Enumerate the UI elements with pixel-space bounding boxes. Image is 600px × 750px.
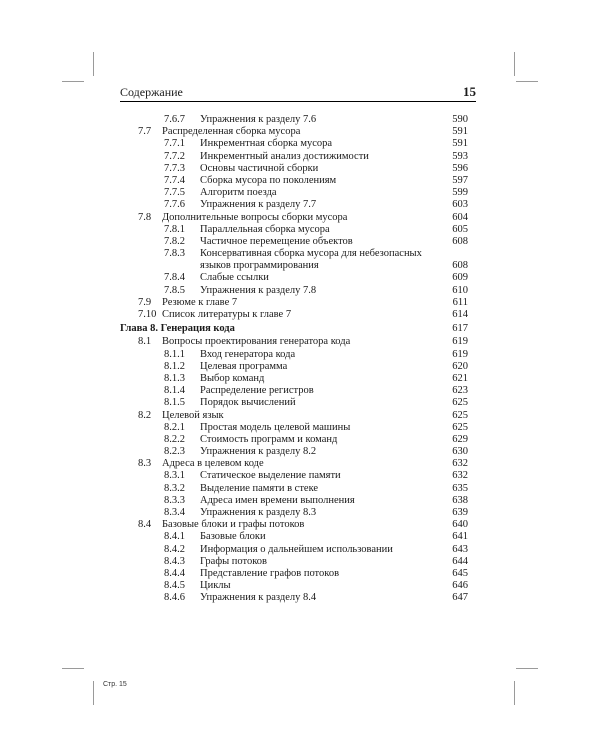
- toc-entry-page: 629: [452, 433, 468, 445]
- toc-entry-page: 644: [452, 555, 468, 567]
- toc-entry-page: 610: [452, 284, 468, 296]
- toc-entry-title: Распределение регистров: [200, 385, 314, 397]
- toc-entry-page: 621: [452, 372, 468, 384]
- toc-entry-number: 7.6.7: [164, 114, 185, 125]
- toc-entry-number: 7.7.2: [164, 150, 185, 162]
- toc-entry-page: 599: [452, 187, 468, 199]
- toc-entry-title: Частичное перемещение объектов: [200, 235, 353, 247]
- toc-entry-number: 8.1.2: [164, 360, 185, 372]
- toc-entry: [120, 199, 476, 211]
- toc-entry-page: 620: [452, 360, 468, 372]
- toc-entry-page: 597: [452, 174, 468, 186]
- toc-entry-number: 7.8.5: [164, 284, 185, 296]
- toc-entry-page: 614: [452, 309, 468, 320]
- toc-entry-title: Графы потоков: [200, 555, 268, 567]
- toc-entry: [120, 309, 476, 321]
- toc-entry-title: Стоимость программ и команд: [200, 433, 338, 445]
- toc-entry: [120, 556, 476, 568]
- toc-entry-number: 8.2.1: [164, 421, 185, 433]
- toc-entry-title: Статическое выделение памяти: [200, 470, 341, 482]
- toc-entry-title: Параллельная сборка мусора: [200, 223, 330, 235]
- toc-entry-page: 619: [452, 336, 468, 348]
- toc-entry-number: 8.1.4: [164, 385, 185, 397]
- toc-entry: [120, 397, 476, 409]
- toc-entry-number: 8.4.6: [164, 592, 185, 604]
- toc-entry-title: Базовые блоки и графы потоков: [162, 519, 305, 531]
- toc-entry: [120, 458, 476, 470]
- toc-entry-number: 7.7.5: [164, 187, 185, 199]
- toc-chapter-entry: [120, 323, 476, 335]
- toc-entry-number: 8.3: [138, 458, 152, 470]
- toc-entry-title: Упражнения к разделу 8.4: [200, 592, 317, 604]
- toc-entry: [120, 483, 476, 495]
- toc-entry-page: 596: [452, 162, 468, 174]
- toc-entry: [120, 114, 476, 126]
- header-title: Содержание: [120, 85, 183, 99]
- toc-entry-page: 635: [452, 482, 468, 494]
- toc-entry-number: 8.1.5: [164, 397, 185, 409]
- toc-entry-title: Вопросы проектирования генератора кода: [162, 336, 351, 348]
- toc-entry: [120, 531, 476, 543]
- toc-entry: [120, 285, 476, 297]
- toc-entry: [120, 138, 476, 150]
- toc-entry: [120, 410, 476, 422]
- toc-entry-number: 7.7: [138, 126, 152, 138]
- toc-entry: [120, 422, 476, 434]
- toc-entry-title: Выбор команд: [200, 372, 265, 384]
- toc-entry-page: 641: [452, 531, 468, 543]
- toc-entry-title: Целевой язык: [162, 409, 224, 421]
- toc-entry-title: Адреса в целевом коде: [162, 458, 264, 470]
- toc-entry-number: 7.9: [138, 296, 152, 308]
- toc-entry-title: Целевая программа: [200, 360, 288, 372]
- toc-entry-page: 611: [452, 296, 468, 308]
- toc-entry: [120, 592, 476, 604]
- toc-entry: [120, 212, 476, 224]
- toc-entry-page: 623: [452, 385, 468, 397]
- toc-entry-title: Выделение памяти в стеке: [200, 482, 319, 494]
- toc-entry: [120, 126, 476, 138]
- toc-entry-title: Упражнения к разделу 8.2: [200, 446, 317, 458]
- toc-entry-number: 8.3.4: [164, 507, 185, 518]
- toc-entry-number: 7.10: [138, 309, 157, 320]
- toc-entry-title: Информация о дальнейшем использовании: [200, 543, 393, 555]
- toc-entry: [120, 163, 476, 175]
- crop-mark: [514, 52, 515, 76]
- table-of-contents: [120, 114, 476, 605]
- toc-entry: [120, 434, 476, 446]
- toc-entry-number: 8.1.1: [164, 348, 185, 360]
- toc-entry-number: 8.4.3: [164, 555, 185, 567]
- running-header: [120, 84, 476, 100]
- toc-entry-title: Консервативная сборка мусора для небезопасных: [200, 248, 422, 260]
- toc-entry-number: 7.8.2: [164, 235, 185, 247]
- toc-entry-title: Упражнения к разделу 8.3: [200, 507, 317, 518]
- toc-entry-number: 8.4.2: [164, 543, 185, 555]
- toc-entry: [120, 446, 476, 458]
- toc-entry-title: Список литературы к главе 7: [162, 309, 292, 320]
- toc-entry-number: 7.7.3: [164, 162, 185, 174]
- crop-mark: [516, 668, 538, 669]
- toc-entry-number: 7.7.6: [164, 199, 185, 211]
- toc-entry-number: 8.4: [138, 519, 152, 531]
- toc-entry-number: 7.7.1: [164, 138, 185, 150]
- toc-entry-page: 645: [452, 567, 468, 579]
- toc-entry-title: Упражнения к разделу 7.8: [200, 284, 317, 296]
- toc-entry-number: 8.3.1: [164, 470, 185, 482]
- toc-entry-title: Инкрементный анализ достижимости: [200, 150, 369, 162]
- crop-mark: [93, 681, 94, 705]
- crop-mark: [62, 81, 84, 82]
- toc-entry-page: 608: [452, 235, 468, 247]
- toc-entry-page: 609: [452, 272, 468, 284]
- toc-entry-number: 8.1: [138, 336, 152, 348]
- toc-entry-page: 640: [452, 519, 468, 531]
- toc-entry-title: Глава 8. Генерация кода: [120, 323, 235, 335]
- toc-entry: [120, 519, 476, 531]
- toc-entry-title: Упражнения к разделу 7.6: [200, 114, 317, 125]
- footer-page-label: Стр. 15: [103, 681, 127, 688]
- toc-entry-page: 630: [452, 446, 468, 458]
- toc-entry: [120, 175, 476, 187]
- toc-entry-page: 647: [452, 592, 468, 604]
- toc-entry-page: 646: [452, 580, 468, 592]
- toc-entry-title: Простая модель целевой машины: [200, 421, 351, 433]
- toc-entry: [120, 544, 476, 556]
- toc-entry: [120, 580, 476, 592]
- toc-entry-page: 632: [452, 470, 468, 482]
- toc-entry: [120, 272, 476, 284]
- toc-entry-number: 7.7.4: [164, 174, 185, 186]
- toc-entry-title: Представление графов потоков: [200, 567, 340, 579]
- toc-entry-title: Адреса имен времени выполнения: [200, 494, 355, 506]
- toc-entry: [120, 349, 476, 361]
- toc-entry: [120, 224, 476, 236]
- crop-mark: [62, 668, 84, 669]
- toc-entry-page: 625: [452, 397, 468, 409]
- toc-entry-page: 603: [452, 199, 468, 211]
- header-page-number: 15: [463, 84, 476, 99]
- toc-entry-number: 8.4.1: [164, 531, 185, 543]
- toc-entry: [120, 151, 476, 163]
- toc-entry-title: Распределенная сборка мусора: [162, 126, 301, 138]
- toc-entry-number: 7.8.1: [164, 223, 185, 235]
- toc-entry: [120, 373, 476, 385]
- toc-entry-number: 8.1.3: [164, 372, 185, 384]
- toc-entry-page: 593: [452, 150, 468, 162]
- toc-entry-page: 591: [452, 126, 468, 138]
- toc-entry-number: 8.3.3: [164, 494, 185, 506]
- crop-mark: [516, 81, 538, 82]
- toc-entry-title: Основы частичной сборки: [200, 162, 319, 174]
- toc-entry: [120, 187, 476, 199]
- toc-entry-page: 591: [452, 138, 468, 150]
- toc-entry-title: Вход генератора кода: [200, 348, 296, 360]
- toc-entry: [120, 470, 476, 482]
- toc-entry-number: 8.4.4: [164, 567, 185, 579]
- toc-entry-number: 7.8.3: [164, 248, 185, 260]
- toc-entry-title: Слабые ссылки: [200, 272, 269, 284]
- toc-entry: [120, 507, 476, 519]
- toc-entry-page: 605: [452, 223, 468, 235]
- toc-entry-page: 619: [452, 348, 468, 360]
- toc-entry: [120, 385, 476, 397]
- crop-mark: [514, 681, 515, 705]
- toc-entry-title: Дополнительные вопросы сборки мусора: [162, 211, 348, 223]
- toc-entry: [120, 236, 476, 248]
- toc-entry-number: 7.8.4: [164, 272, 185, 284]
- toc-entry-page: 639: [452, 507, 468, 518]
- toc-entry-title: Упражнения к разделу 7.7: [200, 199, 317, 211]
- toc-entry-number: 8.2.3: [164, 446, 185, 458]
- toc-entry-page: 625: [452, 409, 468, 421]
- toc-entry-title: Алгоритм поезда: [200, 187, 277, 199]
- toc-entry-number: 8.2.2: [164, 433, 185, 445]
- toc-entry-title: Базовые блоки: [200, 531, 266, 543]
- toc-entry: [120, 336, 476, 348]
- toc-entry-title: Сборка мусора по поколениям: [200, 174, 337, 186]
- toc-entry-title: Порядок вычислений: [200, 397, 296, 409]
- toc-entry: [120, 361, 476, 373]
- toc-entry-number: 8.4.5: [164, 580, 185, 592]
- crop-mark: [93, 52, 94, 76]
- toc-entry-page: 608: [452, 260, 468, 272]
- toc-entry: [120, 297, 476, 309]
- toc-entry-page: 590: [452, 114, 468, 125]
- toc-entry-number: 7.8: [138, 211, 152, 223]
- toc-entry-title: языков программирования: [200, 260, 319, 272]
- toc-entry-page: 632: [452, 458, 468, 470]
- toc-entry-title: Резюме к главе 7: [162, 296, 238, 308]
- toc-entry-title: Инкрементная сборка мусора: [200, 138, 333, 150]
- header-rule: [120, 101, 476, 102]
- toc-entry-page: 638: [452, 494, 468, 506]
- toc-entry-page: 625: [452, 421, 468, 433]
- toc-entry-title: Циклы: [200, 580, 231, 592]
- toc-entry-number: 8.3.2: [164, 482, 185, 494]
- toc-entry: [120, 568, 476, 580]
- toc-entry: [120, 248, 476, 260]
- toc-entry-page: 617: [452, 323, 468, 335]
- toc-entry-page: 604: [452, 211, 468, 223]
- toc-entry-number: 8.2: [138, 409, 152, 421]
- toc-entry-page: 643: [452, 543, 468, 555]
- toc-entry: [120, 495, 476, 507]
- toc-entry: [120, 260, 476, 272]
